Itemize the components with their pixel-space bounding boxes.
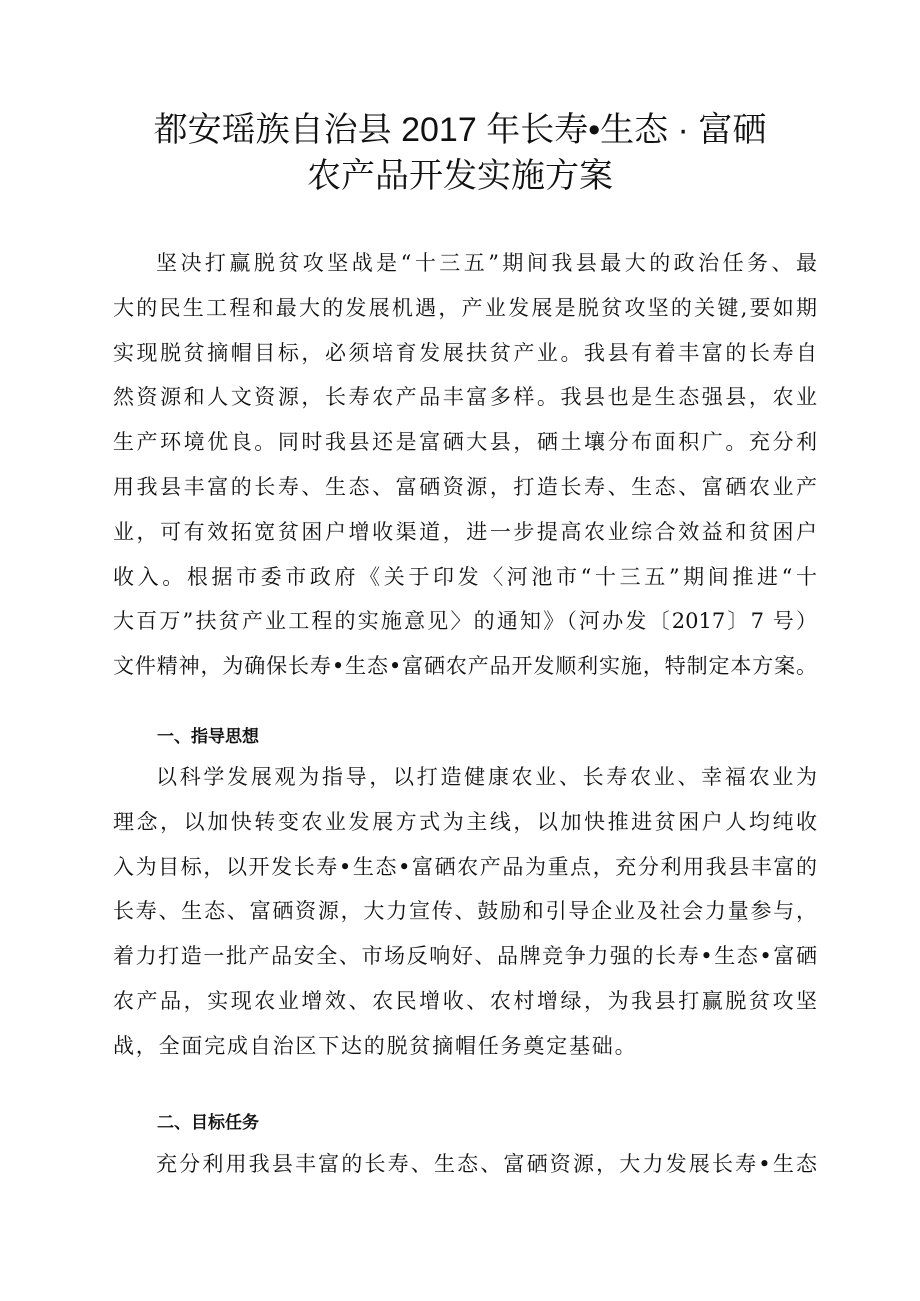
paragraph-line: 大百万”扶贫产业工程的实施意见〉的通知》（河办发〔2017〕7 号） bbox=[113, 609, 817, 634]
paragraph-line: 用我县丰富的长寿、生态、富硒资源，打造长寿、生态、富硒农业产 bbox=[113, 474, 817, 499]
section1-paragraph bbox=[113, 755, 817, 1069]
paragraph-line: 文件精神，为确保长寿•生态•富硒农产品开发顺利实施，特制定本方案。 bbox=[113, 654, 817, 679]
paragraph-line: 大的民生工程和最大的发展机遇，产业发展是脱贫攻坚的关键,要如期 bbox=[113, 295, 817, 320]
intro-paragraph bbox=[113, 241, 817, 689]
section-heading-goals-tasks: 二、目标任务 bbox=[157, 1113, 259, 1133]
paragraph-line: 收入。根据市委市政府《关于印发〈河池市“十三五”期间推进“十 bbox=[113, 564, 817, 589]
paragraph-line: 长寿、生态、富硒资源，大力宣传、鼓励和引导企业及社会力量参与， bbox=[113, 899, 817, 924]
paragraph-line: 业，可有效拓宽贫困户增收渠道，进一步提高农业综合效益和贫困户 bbox=[113, 519, 817, 544]
paragraph-line: 生产环境优良。同时我县还是富硒大县，硒土壤分布面积广。充分利 bbox=[113, 430, 817, 455]
paragraph-line: 然资源和人文资源，长寿农产品丰富多样。我县也是生态强县，农业 bbox=[113, 385, 817, 410]
paragraph-line: 入为目标，以开发长寿•生态•富硒农产品为重点，充分利用我县丰富的 bbox=[113, 854, 817, 879]
paragraph-line: 实现脱贫摘帽目标，必须培育发展扶贫产业。我县有着丰富的长寿自 bbox=[113, 340, 817, 365]
paragraph-line: 战，全面完成自治区下达的脱贫摘帽任务奠定基础。 bbox=[113, 1033, 638, 1058]
section2-paragraph bbox=[113, 1142, 817, 1187]
document-title-line-1: 都安瑶族自治县 2017 年长寿•生态 · 富硒 bbox=[153, 111, 767, 149]
paragraph-line: 着力打造一批产品安全、市场反响好、品牌竞争力强的长寿•生态•富硒 bbox=[113, 944, 817, 969]
paragraph-line: 坚决打赢脱贫攻坚战是“十三五”期间我县最大的政治任务、最 bbox=[156, 251, 817, 275]
paragraph-line: 理念，以加快转变农业发展方式为主线，以加快推进贫困户人均纯收 bbox=[113, 809, 817, 834]
section-heading-guiding-ideology: 一、指导思想 bbox=[157, 727, 259, 747]
paragraph-line: 以科学发展观为指导，以打造健康农业、长寿农业、幸福农业为 bbox=[156, 765, 817, 789]
paragraph-line: 农产品，实现农业增效、农民增收、农村增绿，为我县打赢脱贫攻坚 bbox=[113, 988, 817, 1013]
paragraph-line: 充分利用我县丰富的长寿、生态、富硒资源，大力发展长寿•生态 bbox=[156, 1152, 817, 1176]
document-title-line-2: 农产品开发实施方案 bbox=[307, 157, 613, 195]
